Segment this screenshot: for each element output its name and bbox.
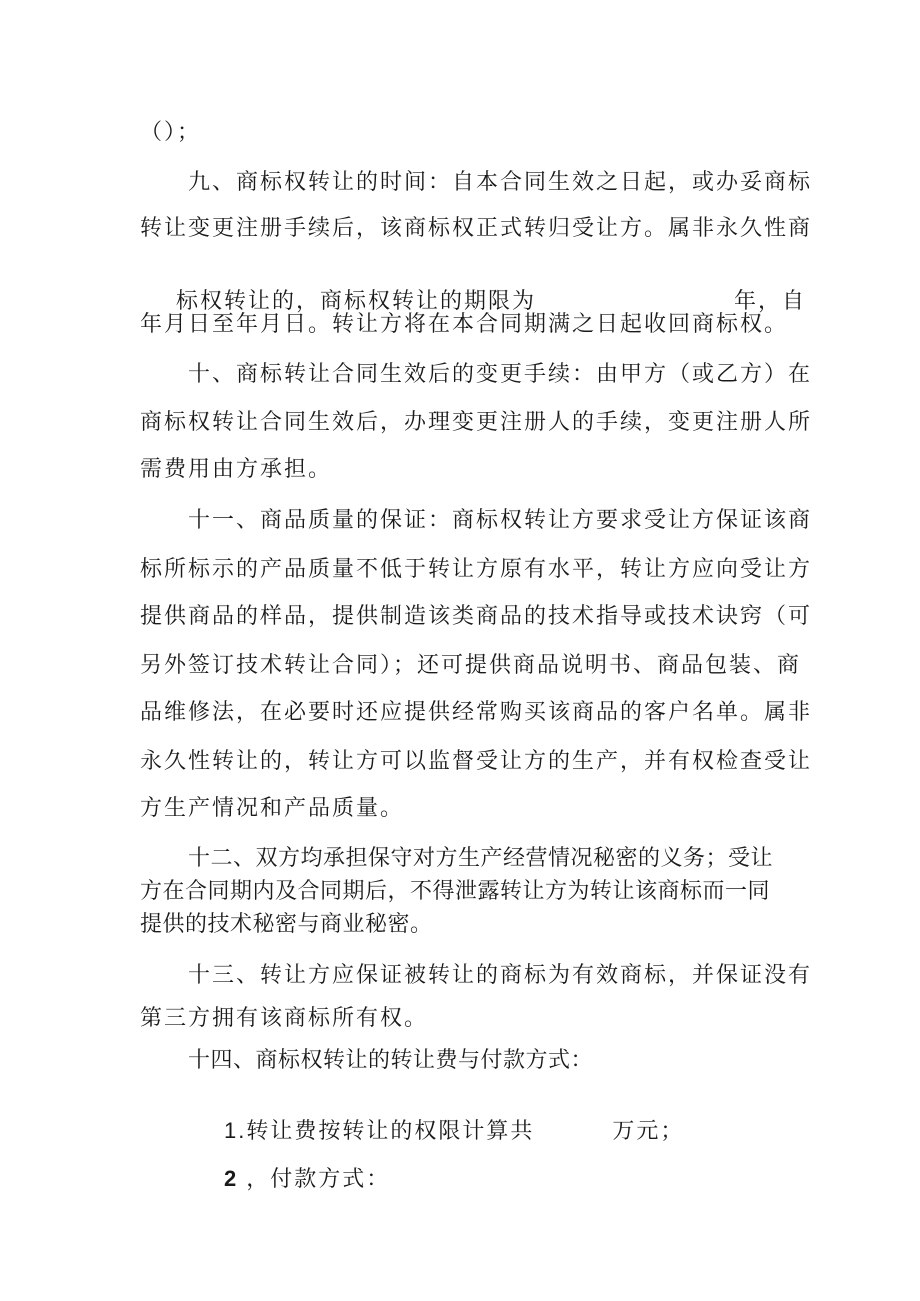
item-1-text: 转让费按转让的权限计算共 [246, 1119, 535, 1144]
item-1-unit: 万元； [612, 1119, 685, 1144]
item-2-text: ，付款方式： [246, 1167, 391, 1192]
clause-13-line: 十三、转让方应保证被转让的商标为有效商标，并保证没有 [188, 963, 813, 988]
clause-9-line: 年月日至年月日。转让方将在本合同期满之日起收回商标权。 [140, 312, 789, 337]
clause-14-line: 十四、商标权转让的转让费与付款方式： [188, 1048, 594, 1073]
clause-9-term-label: 标权转让的，商标权转让的期限为 [175, 289, 536, 314]
paragraph-line: （）； [140, 120, 202, 145]
clause-12-line: 十二、双方均承担保守对方生产经营情况秘密的义务；受让 [188, 846, 774, 871]
clause-12-line: 提供的技术秘密与商业秘密。 [140, 912, 433, 937]
clause-9-line: 转让变更注册手续后，该商标权正式转归受让方。属非永久性商 [140, 216, 813, 241]
item-number: 2 [223, 1166, 239, 1191]
item-number: 1. [223, 1118, 247, 1143]
clause-11-line: 永久性转让的，转让方可以监督受让方的生产，并有权检查受让 [140, 749, 813, 774]
clause-11-line: 方生产情况和产品质量。 [140, 796, 405, 821]
clause-11-line: 标所标示的产品质量不低于转让方原有水平，转让方应向受让方 [140, 557, 813, 582]
clause-9-term-unit: 年，自 [734, 289, 807, 314]
clause-10-line: 商标权转让合同生效后，办理变更注册人的手续，变更注册人所 [140, 410, 813, 435]
clause-14-item-2 [188, 1140, 390, 1219]
clause-10-line: 需费用由方承担。 [140, 457, 333, 482]
clause-12-line: 方在合同期内及合同期后，不得泄露转让方为转让该商标而一同 [140, 879, 771, 904]
clause-13-line: 第三方拥有该商标所有权。 [140, 1006, 429, 1031]
clause-11-line: 十一、商品质量的保证：商标权转让方要求受让方保证该商 [188, 508, 813, 533]
clause-11-line: 品维修法，在必要时还应提供经常购买该商品的客户名单。属非 [140, 700, 813, 725]
clause-11-line: 另外签订技术转让合同）；还可提供商品说明书、商品包装、商 [140, 653, 802, 678]
clause-10-line: 十、商标转让合同生效后的变更手续：由甲方（或乙方）在 [188, 362, 813, 387]
clause-9-line: 九、商标权转让的时间：自本合同生效之日起，或办妥商标 [188, 170, 813, 195]
clause-11-line: 提供商品的样品，提供制造该类商品的技术指导或技术诀窍（可 [140, 604, 813, 629]
